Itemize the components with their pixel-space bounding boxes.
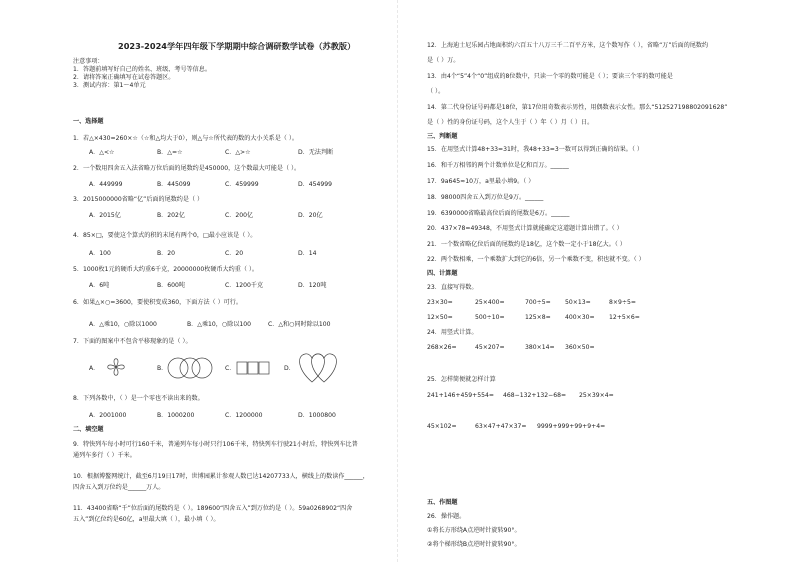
option: D．1000800 [298,412,336,419]
option: B． [157,365,168,372]
question-15: 15．在用竖式计算48+33=31时，我48+33=3一数可以得到正确的结果。（ ） [427,146,643,153]
option: B．1000200 [157,412,195,419]
option: A． [89,365,100,372]
option: C．1200000 [225,412,263,419]
question-9-line2: 通列车多行（ ）千米。 [73,452,136,459]
option: C．20 [225,250,244,257]
note-item: 2．请将答案正确填写在试卷答题区。 [73,74,175,81]
calc-cell: 45×207= [475,344,505,351]
calc-cell: 380×14= [525,344,555,351]
question-10-line2: 四舍五入到万位约是______万人。 [73,484,165,491]
question-12-line1: 12．上海迪士尼乐园占地面积约六百五十八万三千二百平方米，这个数写作（ ），省略“万”后面的尾数约 [427,42,709,49]
note-item: 1．答题前填写好自己的姓名、班级、考号等信息。 [73,66,211,73]
question-5: 5．1000枚1元的硬币大约重6千克，20000000枚硬币大约重（ ）。 [73,266,259,273]
question-20: 20．437×78=49348，不用竖式计算就能确定这道题计算出错了。（ ） [427,225,623,232]
calc-cell: 500÷10= [475,314,505,321]
option: C．200亿 [225,212,254,219]
calc-cell: 9999+999+99+9+4= [537,423,606,430]
rectangles-pattern [236,357,270,379]
question-13-line2: （ ）。 [427,88,445,95]
calc-cell: 360×50= [565,344,595,351]
page-title: 2023-2024学年四年级下学期期中综合调研数学试卷（苏教版） [118,41,356,51]
section-calc: 四、计算题 [427,270,458,277]
section-choice: 一、选择题 [73,118,104,125]
option: A．△乘10，○除以1000 [89,321,157,328]
question-8: 8．下列各数中，（ ）是一个零也不读出来的数。 [73,395,204,402]
option: B．△乘10，○除以100 [187,321,252,328]
calc-cell: 268×26= [427,344,457,351]
section-fill: 二、填空题 [73,426,104,433]
option: C．△和○同时除以100 [268,321,331,328]
section-judge: 三、判断题 [427,133,458,140]
option: D． [284,365,295,372]
question-2: 2．一个数用四舍五入法省略万位后面的尾数约是450000，这个数最大可能是（ ）。 [73,165,301,172]
calc-cell: 8×9÷5= [609,299,636,306]
question-24: 24．用竖式计算。 [427,329,478,336]
option: B．202亿 [157,212,185,219]
question-14-line2: 是（ ）性的身份证号码，这个人生于（ ）年（ ）月（ ）日。 [427,119,594,126]
question-21: 21．一个数省略亿位后面的尾数约是18亿，这个数一定小于18亿大。（ ） [427,241,626,248]
question-7: 7．下面的图案中不包含平移现象的是（ ）。 [73,338,192,345]
calc-cell: 63×47+47×37= [475,423,527,430]
option: C． [225,365,236,372]
question-16: 16．和千万相邻的两个计数单位是亿和百万。______ [427,162,569,169]
question-25: 25．怎样简便就怎样计算 [427,376,496,383]
calc-cell: 25×39×4= [579,392,614,399]
question-11-line2: 五入”到亿位约是60亿，a里最大填（ ），最小填（ ）。 [73,516,220,523]
question-10-line1: 10．根据博鳌网统计，截至6月19日17时，世博园累计参观人数已达14207733人，横线上的数读作______， [73,473,369,480]
option: D．无法判断 [298,149,334,156]
option: C．1200千克 [225,282,264,289]
option: D．14 [298,250,317,257]
option: B．△=☆ [157,149,183,156]
draw-task: ①将长方形绕A点逆时针旋转90°。 [427,527,521,534]
question-4: 4．85×□，要使这个算式的积的末尾有两个0，□最小应该是（ ）。 [73,232,257,239]
option: D．120吨 [298,282,327,289]
calc-cell: 125×8= [525,314,551,321]
option: B．445099 [157,181,191,188]
question-13: 13．由4个“5”4个“0”组成的8位数中，只读一个零的数可能是（ ）；要读三个零的数可能是 [427,73,673,80]
option: A．449999 [89,181,123,188]
option: C．459999 [225,181,259,188]
draw-task: ②将个梯形绕B点逆时针旋转90°。 [427,541,521,548]
hearts-pattern [296,350,340,384]
calc-cell: 23×30= [427,299,453,306]
question-19: 19．6390000省略最高位后面的尾数是6万。______ [427,210,570,217]
option: B．20 [157,250,176,257]
option: B．600吨 [157,282,185,289]
calc-cell: 400×30= [565,314,595,321]
notes-heading: 注意事项： [73,58,104,65]
question-9-line1: 9．特快列车每小时可行160千米，普通列车每小时只行106千米，特快列车行驶21小时后，特快列车比普 [73,441,358,448]
option: A．2001000 [89,412,127,419]
option: A．2015亿 [89,212,121,219]
calc-cell: 25×400= [475,299,505,306]
column-divider [397,0,398,562]
option: A．6吨 [89,282,110,289]
calc-cell: 12×50= [427,314,453,321]
option: A．△<☆ [89,149,115,156]
question-17: 17．9a645≈10万，a里最小填9。（ ） [427,178,535,185]
option: A．100 [89,250,111,257]
calc-cell: 50×13= [565,299,591,306]
calc-cell: 241+146+459+554= [427,392,494,399]
circles-pattern [166,356,214,380]
question-26: 26．操作题。 [427,513,466,520]
option: C．△>☆ [225,149,251,156]
question-1: 1．若△×430=260×☆（☆和△均大于0），则△与☆所代表的数的大小关系是（ ）。 [73,135,298,142]
question-18: 18．98000四舍五入到万位是9万。______ [427,194,544,201]
calc-cell: 700÷5= [525,299,551,306]
question-11-line1: 11．43400省略“千”位后面的尾数约是（ ）。189600“四舍五入”到万位约是（ ）。59a0268902“四舍 [73,505,353,512]
pinwheel-pattern [101,352,131,382]
section-draw: 五、作图题 [427,499,458,506]
question-12-line2: 是（ ）万。 [427,57,460,64]
calc-cell: 12+5×6= [609,314,640,321]
question-6: 6．如果△×○=3600，要使积变成360，下面方法（ ）可行。 [73,299,242,306]
question-14-line1: 14．第二代身份证号码都是18位，第17位用奇数表示男性，用偶数表示女性。那么“512527198802091628” [427,104,728,111]
question-23: 23．直接写得数。 [427,284,478,291]
note-item: 3．测试内容：第1～4单元 [73,82,146,89]
calc-cell: 45×102= [427,423,457,430]
question-22: 22．两个数相乘，一个乘数扩大到它的6倍，另一个乘数不变，积也就不变。（ ） [427,256,645,263]
calc-cell: 468−132+132−68= [503,392,567,399]
question-3: 3．2015000000省略“亿”后面的尾数约是（ ） [73,196,204,203]
option: D．454999 [298,181,333,188]
option: D．20亿 [298,212,323,219]
